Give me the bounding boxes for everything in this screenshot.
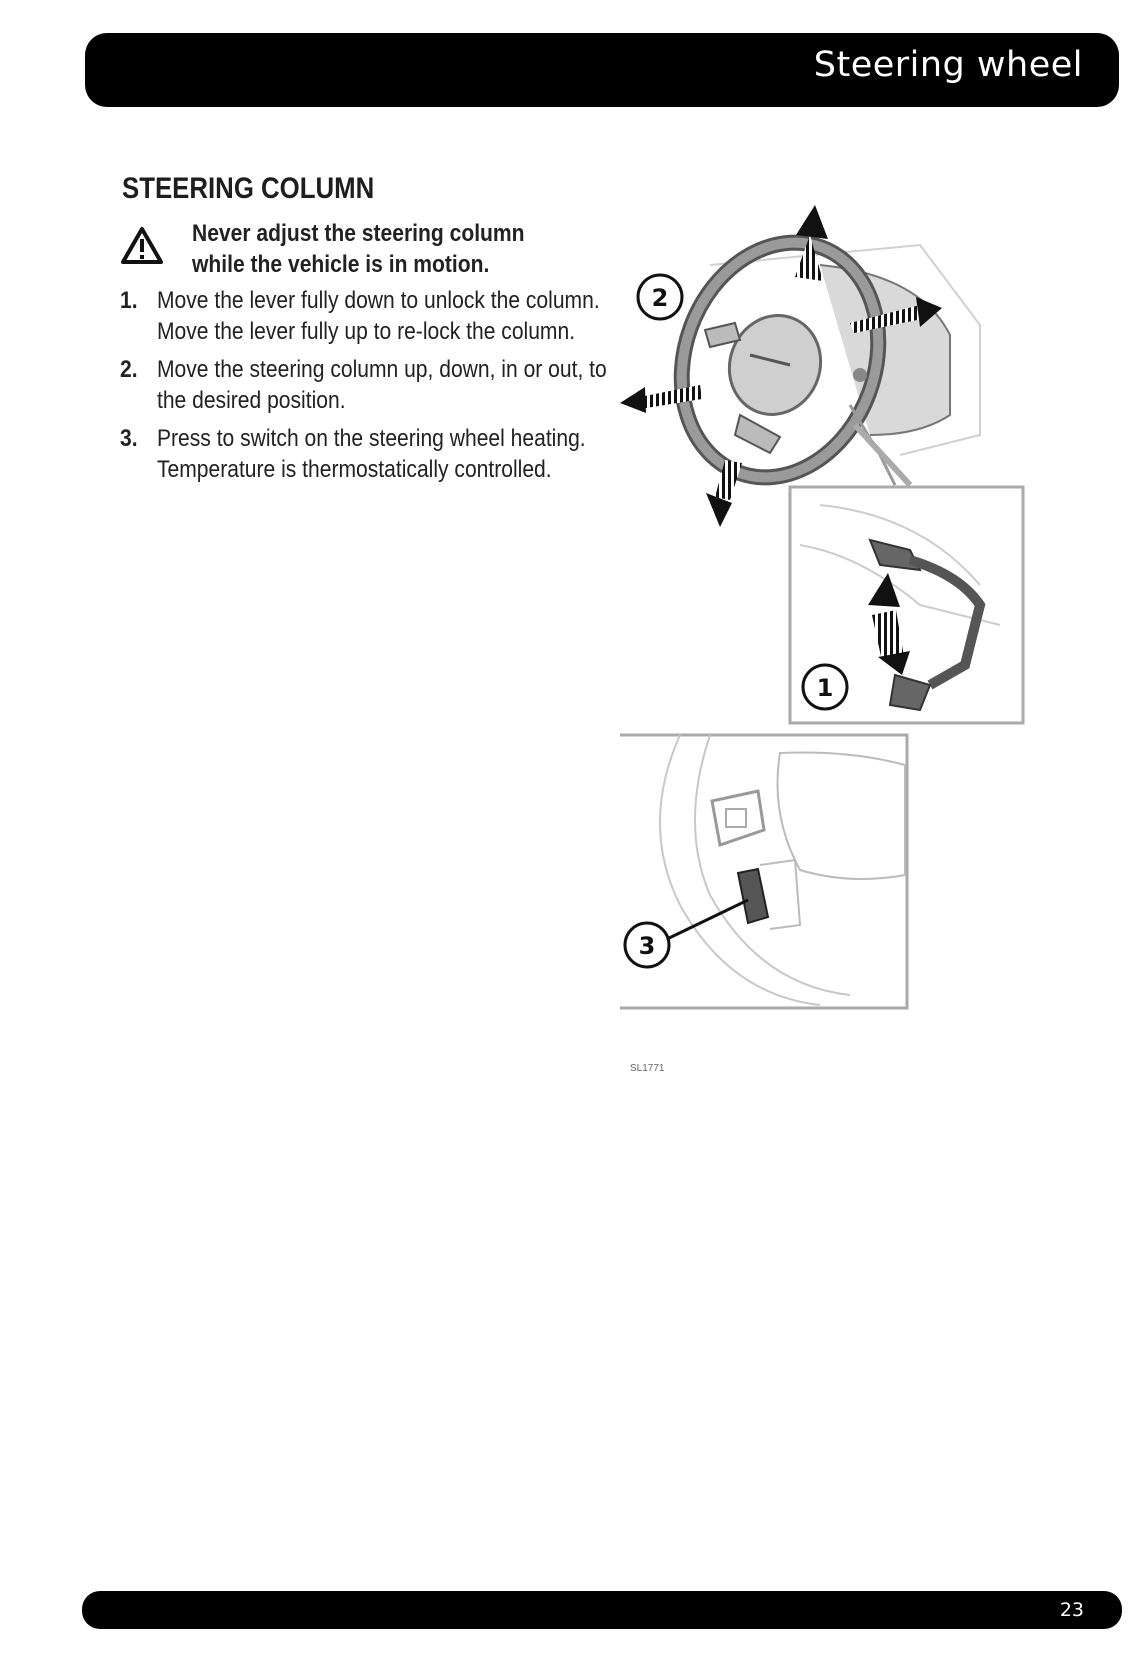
warning-line-1: Never adjust the steering column (192, 220, 525, 247)
list-item (120, 354, 607, 416)
warning-text (192, 218, 605, 280)
callout-1-label: 1 (816, 674, 834, 702)
steering-column-illustration (620, 205, 1090, 1075)
callout-3-label: 3 (638, 932, 656, 960)
heating-switch-panel (620, 735, 907, 1008)
page-number: 23 (1059, 1599, 1084, 1621)
header-bar (85, 33, 1119, 107)
step-number: 2. (120, 356, 138, 383)
section-heading: STEERING COLUMN (122, 172, 375, 205)
illustration-svg (620, 205, 1090, 1075)
callout-2-label: 2 (651, 284, 669, 312)
step-text: Press to switch on the steering wheel heating. Temperature is thermostatically controlled. (156, 425, 586, 483)
step-number: 3. (120, 425, 138, 452)
list-item (120, 285, 600, 347)
step-text: Move the lever fully down to unlock the column. Move the lever fully up to re-lock the column. (156, 287, 600, 345)
warning-line-2: while the vehicle is in motion. (192, 251, 490, 278)
list-item (120, 423, 586, 485)
footer-bar (82, 1591, 1122, 1629)
warning-triangle-icon (120, 226, 164, 266)
steps-list (120, 285, 620, 492)
page-title: Steering wheel (813, 45, 1083, 85)
step-number: 1. (120, 287, 138, 314)
figure-code: SL1771 (630, 1063, 665, 1074)
step-text: Move the steering column up, down, in or out, to the desired position. (156, 356, 607, 414)
adjust-arrow-down (706, 460, 742, 527)
